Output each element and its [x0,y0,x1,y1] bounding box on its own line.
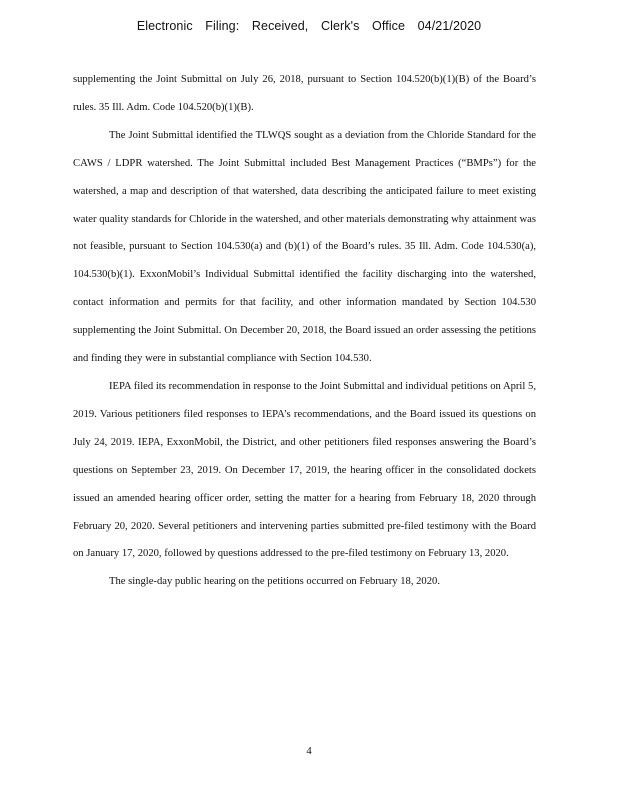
document-body [73,66,536,596]
paragraph-public-hearing: The single-day public hearing on the petitions occurred on February 18, 2020. [109,576,440,588]
page-number: 4 [306,746,312,757]
electronic-filing-stamp: Electronic Filing: Received, Clerk's Office 04/21/2020 [136,19,482,33]
paragraph-continuation: supplementing the Joint Submittal on July 26, 2018, pursuant to Section 104.520(b)(1)(B) of the Board’s rules. 35 Ill. Adm. Code 104.520(b)(1)(B). [73,74,536,113]
paragraph-joint-submittal: The Joint Submittal identified the TLWQS sought as a deviation from the Chloride Standard for the CAWS / LDPR watershed. The Joint Submittal included Best Management Practices (“BMPs”) for the watershed, a map and description of that watershed, data describing the anticipated failure to meet existing water quality standards for Chloride in the watershed, and other materials demonstrating why attainment was not feasible, pursuant to Section 104.530(a) and (b)(1) of the Board’s rules. 35 Ill. Adm. Code 104.530(a), 104.530(b)(1). ExxonMobil’s Individual Submittal identified the facility discharging into the watershed, contact information and permits for that facility, and other information mandated by Section 104.530 supplementing the Joint Submittal. On December 20, 2018, the Board issued an order assessing the petitions and finding they were in substantial compliance with Section 104.530. [73,129,536,365]
paragraph-iepa-recommendation: IEPA filed its recommendation in response to the Joint Submittal and individual petitions on April 5, 2019. Various petitioners filed responses to IEPA’s recommendations, and the Board issued its questions on July 24, 2019. IEPA, ExxonMobil, the District, and other petitioners filed responses answering the Board’s questions on September 23, 2019. On December 17, 2019, the hearing officer in the consolidated dockets issued an amended hearing officer order, setting the matter for a hearing from February 18, 2020 through February 20, 2020. Several petitioners and intervening parties submitted pre-filed testimony with the Board on January 17, 2020, followed by questions addressed to the pre-filed testimony on February 13, 2020. [73,380,536,560]
